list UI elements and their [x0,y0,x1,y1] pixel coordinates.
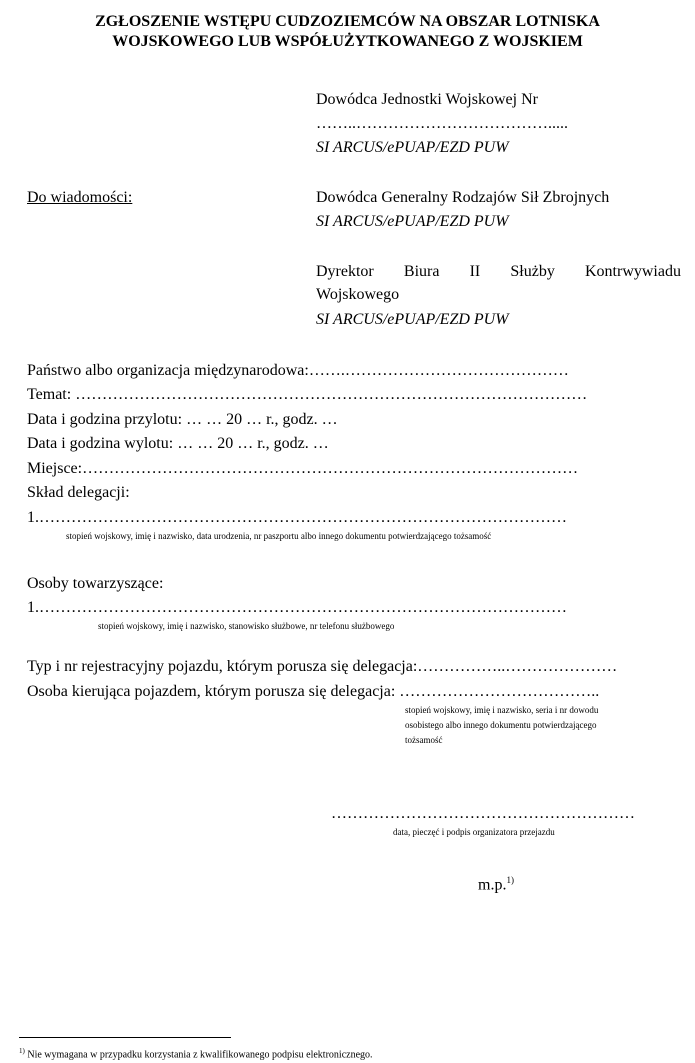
field-arrival: Data i godzina przylotu: … … 20 … r., godz. … [27,411,338,428]
delegation-label: Skład delegacji: [27,484,130,501]
field-country: Państwo albo organizacja międzynarodowa:…….…………………………………… [27,362,569,379]
cc-b-word: II [469,263,481,280]
seal-footnote-marker: 1) [506,875,514,885]
seal-placeholder [478,870,514,895]
signature-line: ………………………………………………… [331,805,635,822]
cc-b-word: Kontrwywiadu [584,263,681,280]
companions-item-1: 1.……………………………………………………………………………………… [27,599,567,616]
recipient-line-2: ……..………………………………..... [316,115,568,132]
cc-b-word: Dyrektor [316,263,374,280]
footnote [19,1045,373,1061]
cc-b-line-2: Wojskowego [316,286,400,303]
driver-note-line-2: osobistego albo innego dokumentu potwierdzającego [405,720,597,730]
document-title-line-2: WOJSKOWEGO LUB WSPÓŁUŻYTKOWANEGO Z WOJSKIEM [112,33,583,50]
delegation-item-1: 1.……………………………………………………………………………………… [27,509,567,526]
document-title-line-1: ZGŁOSZENIE WSTĘPU CUDZOZIEMCÓW NA OBSZAR LOTNISKA [95,13,600,30]
field-subject: Temat: …………………………………………………………………………………… [27,386,588,403]
signature-caption: data, pieczęć i podpis organizatora przejazdu [393,827,555,837]
cc-b-line-1 [316,261,681,282]
cc-b-word: Biura [403,263,440,280]
companions-note: stopień wojskowy, imię i nazwisko, stanowisko służbowe, nr telefonu służbowego [98,621,395,631]
footnote-separator [19,1037,231,1038]
driver-note-line-3: tożsamość [405,735,443,745]
cc-b-line-3: SI ARCUS/ePUAP/EZD PUW [316,311,509,328]
cc-b-word: Służby [510,263,555,280]
field-driver: Osoba kierująca pojazdem, którym porusza się delegacja: ……………………………….. [27,683,600,700]
field-place: Miejsce:………………………………………………………………………………… [27,460,579,477]
recipient-line-3: SI ARCUS/ePUAP/EZD PUW [316,139,509,156]
companions-label: Osoby towarzyszące: [27,575,164,592]
field-departure: Data i godzina wylotu: … … 20 … r., godz. … [27,435,329,452]
footnote-text: Nie wymagana w przypadku korzystania z kwalifikowanego podpisu elektronicznego. [27,1049,373,1061]
cc-label: Do wiadomości: [27,189,133,206]
driver-note-line-1: stopień wojskowy, imię i nazwisko, seria i nr dowodu [405,705,599,715]
seal-label: m.p. [478,876,507,894]
cc-a-line-2: SI ARCUS/ePUAP/EZD PUW [316,213,509,230]
field-vehicle: Typ i nr rejestracyjny pojazdu, którym porusza się delegacja:……………..………………… [27,658,618,675]
cc-a-line-1: Dowódca Generalny Rodzajów Sił Zbrojnych [316,189,610,206]
footnote-marker: 1) [19,1047,25,1055]
delegation-note: stopień wojskowy, imię i nazwisko, data urodzenia, nr paszportu albo innego dokumentu potwierdzającego tożsamość [66,531,492,541]
recipient-line-1: Dowódca Jednostki Wojskowej Nr [316,91,538,108]
